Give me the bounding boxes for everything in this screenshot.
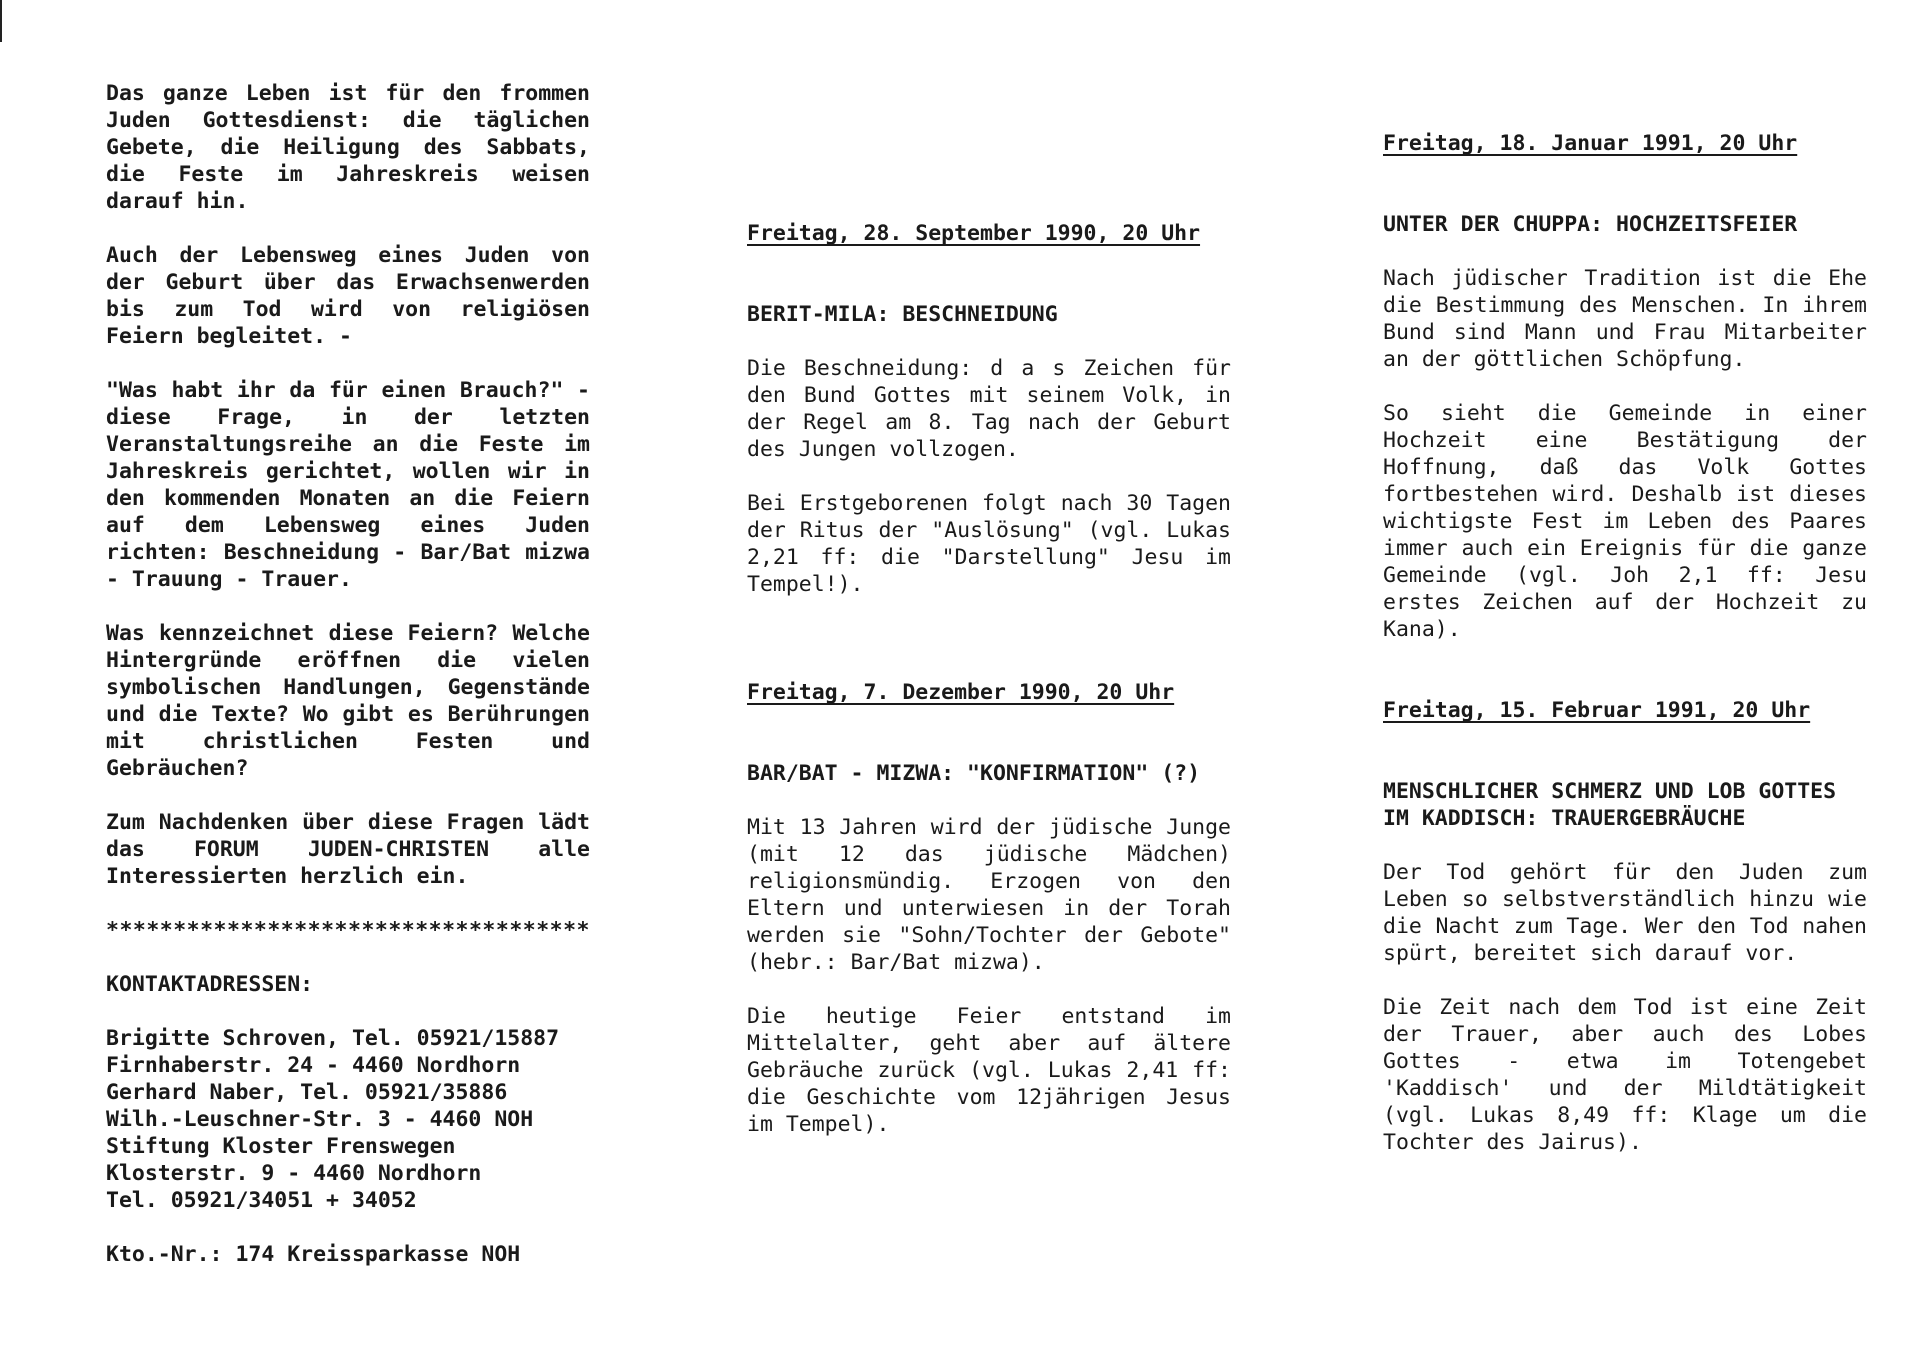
- event-date: Freitag, 18. Januar 1991, 20 Uhr: [1383, 131, 1798, 156]
- intro-paragraph-1: Das ganze Leben ist für den frommen Juden Gottesdienst: die täglichen Gebete, die Heiligung des Sabbats, die Feste im Jahreskreis weisen darauf hin.: [106, 81, 590, 214]
- event-date: Freitag, 28. September 1990, 20 Uhr: [747, 221, 1201, 246]
- contact-line: Gerhard Naber, Tel. 05921/35886: [106, 1080, 508, 1105]
- event-title: BERIT-MILA: BESCHNEIDUNG: [747, 302, 1058, 327]
- event-date: Freitag, 7. Dezember 1990, 20 Uhr: [747, 680, 1175, 705]
- event-paragraph: Mit 13 Jahren wird der jüdische Junge (mit 12 das jüdische Mädchen) religionsmündig. Erzogen von den Eltern und unterwiesen in der Torah werden sie "Sohn/Tochter der Gebote" (hebr.: Bar/Bat mizwa).: [747, 815, 1231, 975]
- event-paragraph: Die heutige Feier entstand im Mittelalter, geht aber auf ältere Gebräuche zurück (vgl. Lukas 2,41 ff: die Geschichte vom 12jährigen Jesus im Tempel).: [747, 1004, 1231, 1137]
- intro-paragraph-2: Auch der Lebensweg eines Juden von der Geburt über das Erwachsenwerden bis zum Tod wird von religiösen Feiern begleitet. -: [106, 243, 590, 349]
- intro-paragraph-4: Was kennzeichnet diese Feiern? Welche Hintergründe eröffnen die vielen symbolischen Handlungen, Gegenstände und die Texte? Wo gibt es Berührungen mit christlichen Festen und Gebräuchen?: [106, 621, 590, 781]
- contact-line: Klosterstr. 9 - 4460 Nordhorn: [106, 1161, 482, 1186]
- scan-edge-line: [0, 0, 2, 42]
- intro-paragraph-5: Zum Nachdenken über diese Fragen lädt das FORUM JUDEN-CHRISTEN alle Interessierten herzlich ein.: [106, 810, 590, 889]
- intro-column: [106, 80, 590, 1268]
- contact-line: Tel. 05921/34051 + 34052: [106, 1188, 417, 1213]
- event-paragraph: Nach jüdischer Tradition ist die Ehe die Bestimmung des Menschen. In ihrem Bund sind Mann und Frau Mitarbeiter an der göttlichen Schöpfung.: [1383, 266, 1867, 372]
- event-paragraph: So sieht die Gemeinde in einer Hochzeit eine Bestätigung der Hoffnung, daß das Volk Gottes fortbestehen wird. Deshalb ist dieses wichtigste Fest im Leben des Paares immer auch ein Ereignis für die ganze Gemeinde (vgl. Joh 2,1 ff: Jesu erstes Zeichen auf der Hochzeit zu Kana).: [1383, 401, 1867, 642]
- event-title: UNTER DER CHUPPA: HOCHZEITSFEIER: [1383, 212, 1798, 237]
- event-paragraph: Bei Erstgeborenen folgt nach 30 Tagen der Ritus der "Auslösung" (vgl. Lukas 2,21 ff: die "Darstellung" Jesu im Tempel!).: [747, 491, 1231, 597]
- contact-line: Firnhaberstr. 24 - 4460 Nordhorn: [106, 1053, 521, 1078]
- contact-line: Brigitte Schroven, Tel. 05921/15887: [106, 1026, 560, 1051]
- contacts-title: KONTAKTADRESSEN:: [106, 972, 314, 997]
- events-column-middle: [747, 220, 1231, 1138]
- intro-paragraph-3: "Was habt ihr da für einen Brauch?" - diese Frage, in der letzten Veranstaltungsreihe an die Feste im Jahreskreis gerichtet, wollen wir in den kommenden Monaten an die Feiern auf dem Lebensweg eines Juden richten: Beschneidung - Bar/Bat mizwa - Trauung - Trauer.: [106, 378, 590, 592]
- event-hochzeit: [1383, 130, 1867, 643]
- contact-address-list: [106, 1025, 590, 1214]
- event-berit-mila: [747, 220, 1231, 598]
- event-title: MENSCHLICHER SCHMERZ UND LOB GOTTES IM KADDISCH: TRAUERGEBRÄUCHE: [1383, 779, 1837, 831]
- event-bar-mizwa: [747, 679, 1231, 1138]
- events-column-right: [1383, 130, 1867, 1156]
- event-paragraph: Die Beschneidung: d a s Zeichen für den Bund Gottes mit seinem Volk, in der Regel am 8. Tag nach der Geburt des Jungen vollzogen.: [747, 356, 1231, 462]
- bank-account: Kto.-Nr.: 174 Kreissparkasse NOH: [106, 1242, 521, 1267]
- event-trauer: [1383, 697, 1867, 1156]
- event-paragraph: Die Zeit nach dem Tod ist eine Zeit der Trauer, aber auch des Lobes Gottes - etwa im Totengebet 'Kaddisch' und der Mildtätigkeit (vgl. Lukas 8,49 ff: Klage um die Tochter des Jairus).: [1383, 995, 1867, 1155]
- event-title: BAR/BAT - MIZWA: "KONFIRMATION" (?): [747, 761, 1201, 786]
- event-date: Freitag, 15. Februar 1991, 20 Uhr: [1383, 698, 1811, 723]
- contact-line: Stiftung Kloster Frenswegen: [106, 1134, 456, 1159]
- separator-stars: ************************************: [106, 918, 590, 943]
- event-paragraph: Der Tod gehört für den Juden zum Leben so selbstverständlich hinzu wie die Nacht zum Tage. Wer den Tod nahen spürt, bereitet sich darauf vor.: [1383, 860, 1867, 966]
- contact-line: Wilh.-Leuschner-Str. 3 - 4460 NOH: [106, 1107, 534, 1132]
